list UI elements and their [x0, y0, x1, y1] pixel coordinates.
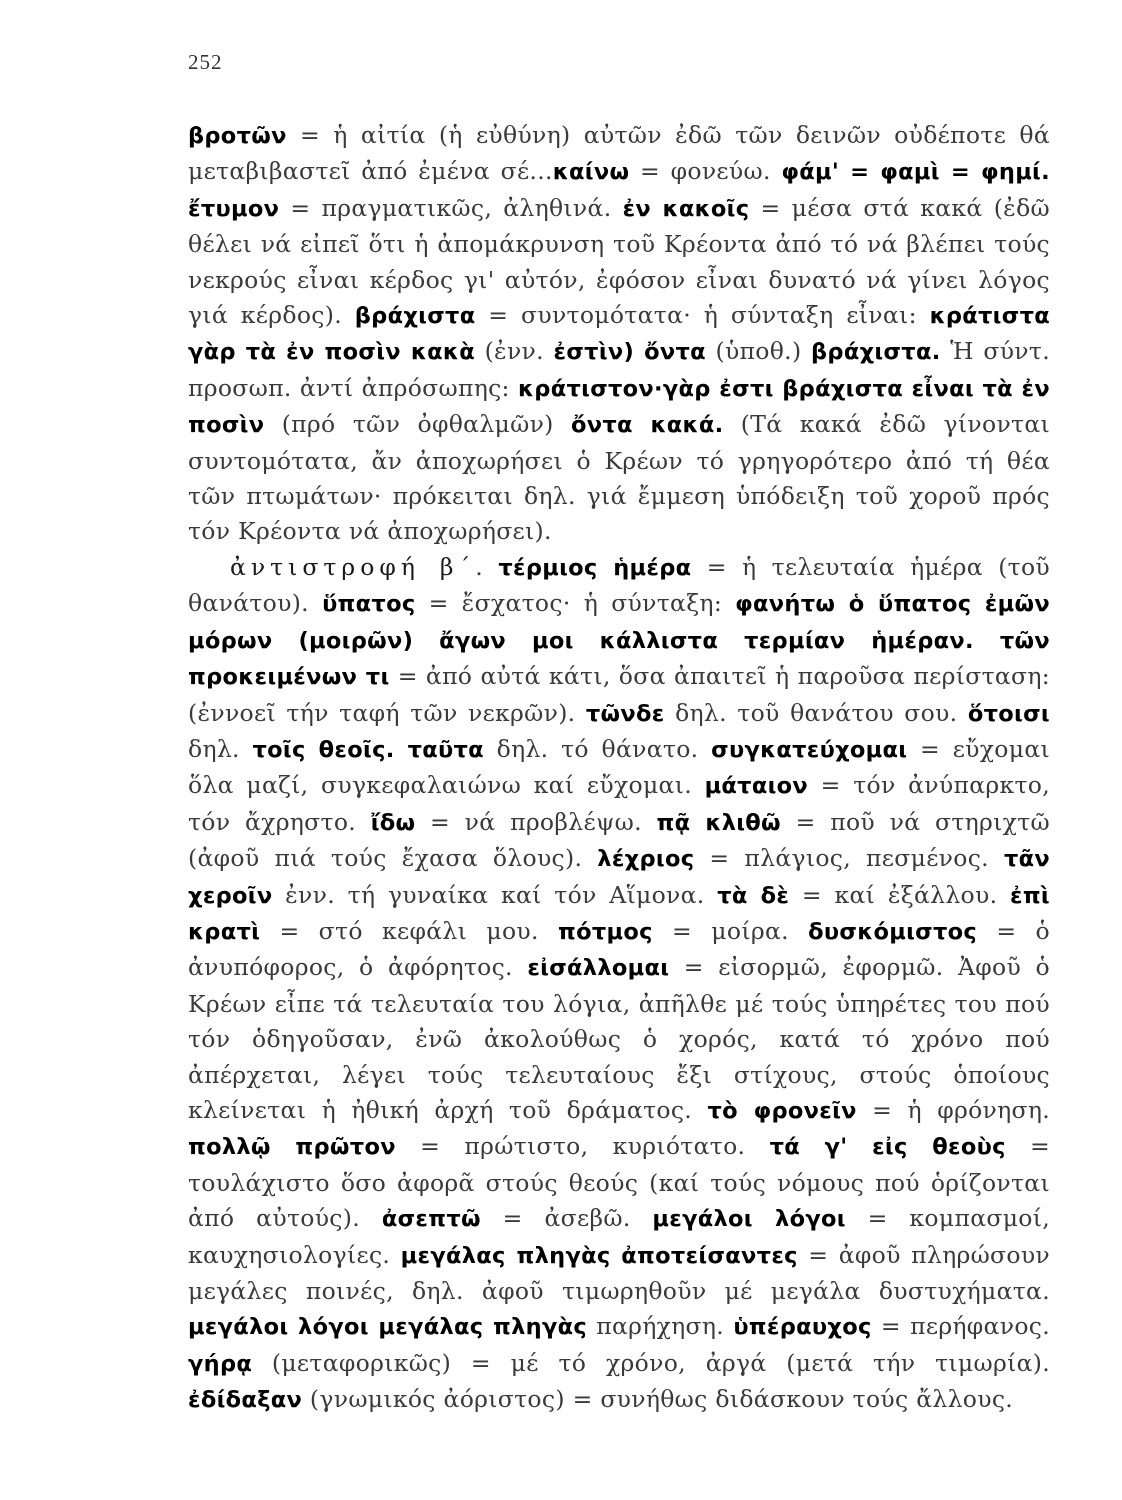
lemma-term: συγκατεύχομαι [711, 736, 908, 763]
explanation-text: = ἀπό αὐτά κάτι, ὅσα ἀπαιτεῖ ἡ παροῦσα περίσταση: (ἐννοεῖ τήν ταφή τῶν νεκρῶν). [188, 662, 1050, 727]
lemma-term: πολλῷ πρῶτον [188, 1134, 396, 1161]
explanation-text: (πρό τῶν ὀφθαλμῶν) [264, 410, 571, 439]
explanation-text: = μέσα στά κακά (ἐδῶ θέλει νά εἰπεῖ ὅτι ἡ ἀπομάκρυνση τοῦ Κρέοντα ἀπό τό νά βλέπει τούς νεκρούς εἶναι κέρδος γι' αὐτόν, ἐφόσον εἶναι δυνατό νά γίνει λόγος γιά κέρδος). [188, 193, 1051, 330]
lemma-term: φάμ' = φαμὶ = φημί. ἔτυμον [188, 159, 1050, 222]
explanation-text: = ἀφοῦ πληρώσουν μεγάλες ποινές, δηλ. ἀφοῦ τιμωρηθοῦν μέ μεγάλα δυστυχήματα. [188, 1240, 1051, 1305]
explanation-text: παρήχηση. [586, 1312, 734, 1341]
lemma-term: τέρμιος ἡμέρα [498, 554, 692, 581]
lemma-term: φανήτω ὁ ὕπατος ἐμῶν μόρων (μοιρῶν) ἄγων μοι κάλλιστα τερμίαν ἡμέραν. τῶν προκειμένων τι [188, 591, 1050, 691]
explanation-text: = περήφανος. [871, 1312, 1050, 1341]
explanation-text: = εὔχομαι ὅλα μαζί, συγκεφαλαιώνω καί εὔχομαι. [188, 734, 1051, 800]
lemma-term: κράτιστα γὰρ τὰ ἐν ποσὶν κακὰ [188, 303, 1050, 366]
commentary-paragraph [188, 550, 1050, 1419]
lemma-term: ὕπατος [322, 591, 416, 618]
lemma-term: μάταιον [704, 773, 809, 800]
lemma-term: βράχιστα. [811, 339, 941, 366]
lemma-term: μεγάλας πληγὰς ἀποτείσαντες [400, 1242, 798, 1269]
lemma-term: γήρᾳ [188, 1350, 253, 1377]
page-number: 252 [188, 50, 223, 74]
explanation-text: δηλ. τοῦ θανάτου σου. [664, 698, 968, 727]
lemma-term: ἀσεπτῶ [381, 1206, 481, 1233]
explanation-text: δηλ. τό θάνατο. [483, 734, 712, 763]
lemma-term: τὸ φρονεῖν [707, 1097, 857, 1124]
explanation-text: = τουλάχιστο ὅσο ἀφορᾶ στούς θεούς (καί τούς νόμους πού ὁρίζονται ἀπό αὐτούς). [188, 1132, 1050, 1233]
explanation-text: = ἀσεβῶ. [480, 1204, 653, 1233]
lemma-term: τῶνδε [585, 700, 665, 727]
lemma-term: μεγάλοι λόγοι [652, 1206, 846, 1233]
lemma-term: ὄντα κακά. [570, 412, 724, 439]
lemma-term: ἐπὶ κρατὶ [188, 882, 1050, 945]
explanation-text: Ἡ σύντ. προσωπ. ἀντί ἀπρόσωπης: [188, 337, 1050, 402]
lemma-term: καίνω [552, 159, 630, 186]
lemma-term: βροτῶν [188, 123, 287, 149]
explanation-text: (Τά κακά ἐδῶ γίνονται συντομότατα, ἄν ἀποχωρήσει ὁ Κρέων τό γρηγορότερο ἀπό τή θέα τῶν πτωμάτων· πρόκειται δηλ. γιά ἔμμεση ὑπόδειξη τοῦ χοροῦ πρός τόν Κρέοντα νά ἀποχωρήσει). [188, 410, 1051, 546]
explanation-text: δηλ. [188, 734, 253, 763]
explanation-text: ἐνν. τή γυναίκα καί τόν Αἵμονα. [272, 880, 718, 909]
explanation-text: = ποῦ νά στηριχτῶ (ἀφοῦ πιά τούς ἔχασα ὅλους). [188, 807, 1050, 873]
explanation-text: = ἔσχατος· ἡ σύνταξη: [415, 589, 736, 618]
lemma-term: τοῖς θεοῖς. ταῦτα [252, 736, 484, 763]
lemma-term: κράτιστον·γὰρ ἐστι βράχιστα εἶναι τὰ ἐν ποσὶν [188, 375, 1050, 439]
explanation-text: = πρώτιστο, κυριότατο. [395, 1132, 770, 1161]
commentary-paragraph [188, 118, 1050, 550]
explanation-text: = νά προβλέψω. [415, 807, 657, 836]
explanation-text: = κομπασμοί, καυχησιολογίες. [188, 1204, 1051, 1269]
lemma-term: ἐν κακοῖς [622, 195, 750, 222]
explanation-text: = φονεύω. [629, 157, 782, 186]
lemma-term: τά γ' εἰς θεοὺς [769, 1134, 1006, 1161]
explanation-text: (γνωμικός ἀόριστος) = συνήθως διδάσκουν τούς ἄλλους. [302, 1385, 1014, 1414]
explanation-text: = εἰσορμῶ, ἐφορμῶ. Ἀφοῦ ὁ Κρέων εἶπε τά τελευταία του λόγια, ἀπῆλθε μέ τούς ὑπηρέτες του πού τόν ὁδηγοῦσαν, ἐνῶ ἀκολούθως ὁ χορός, κατά τό χρόνο πού ἀπέρχεται, λέγει τούς τελευταίους ἔξι στίχους, στούς ὁποίους κλείνεται ἡ ἠθική ἀρχή τοῦ δράματος. [188, 953, 1050, 1124]
lemma-term: τὰ δὲ [717, 882, 790, 909]
lemma-term: βράχιστα [354, 303, 476, 330]
explanation-text: = μοίρα. [652, 916, 809, 945]
lemma-term: πότμος [558, 918, 653, 945]
lemma-term: εἰσάλλομαι [527, 955, 670, 982]
explanation-text: (ἐνν. [474, 337, 554, 366]
commentary-text [188, 118, 1050, 1419]
lemma-term: ἐδίδαξαν [188, 1387, 303, 1414]
lemma-term: ὅτοισι [967, 700, 1050, 727]
explanation-text: = ἡ τελευταία ἡμέρα (τοῦ θανάτου). [188, 552, 1050, 618]
explanation-text: = ἡ αἰτία (ἡ εὐθύνη) αὐτῶν ἐδῶ τῶν δεινῶν οὐδέποτε θά μεταβιβαστεῖ ἀπό ἐμένα σέ... [188, 121, 1050, 186]
explanation-text: = πραγματικῶς, ἀληθινά. [279, 193, 623, 222]
explanation-text: = τόν ἀνύπαρκτο, τόν ἄχρηστο. [188, 771, 1050, 836]
lemma-term: ὑπέραυχος [733, 1314, 872, 1341]
explanation-text: (μεταφορικῶς) = μέ τό χρόνο, ἀργά (μετά τήν τιμωρία). [252, 1348, 1050, 1377]
explanation-text: = συντομότατα· ἡ σύνταξη εἶναι: [475, 301, 930, 330]
section-heading: ἀντιστροφή β´ [230, 552, 476, 581]
explanation-text: . [475, 552, 499, 581]
explanation-text: = ὁ ἀνυπόφορος, ὁ ἀφόρητος. [188, 916, 1051, 982]
lemma-term: πᾷ κλιθῶ [656, 809, 781, 836]
explanation-text: = ἡ φρόνηση. [856, 1095, 1050, 1124]
lemma-term: μεγάλοι λόγοι μεγάλας πληγὰς [188, 1314, 587, 1341]
explanation-text: = καί ἐξάλλου. [789, 880, 1010, 909]
lemma-term: ἐστὶν) ὄντα [553, 339, 706, 366]
lemma-term: τᾶν χεροῖν [188, 846, 1051, 909]
lemma-term: ἴδω [370, 809, 416, 836]
lemma-term: λέχριος [597, 846, 695, 873]
explanation-text: = πλάγιος, πεσμένος. [694, 844, 1004, 873]
explanation-text: (ὑποθ.) [705, 337, 812, 366]
explanation-text: = στό κεφάλι μου. [260, 916, 559, 945]
lemma-term: δυσκόμιστος [808, 918, 978, 945]
